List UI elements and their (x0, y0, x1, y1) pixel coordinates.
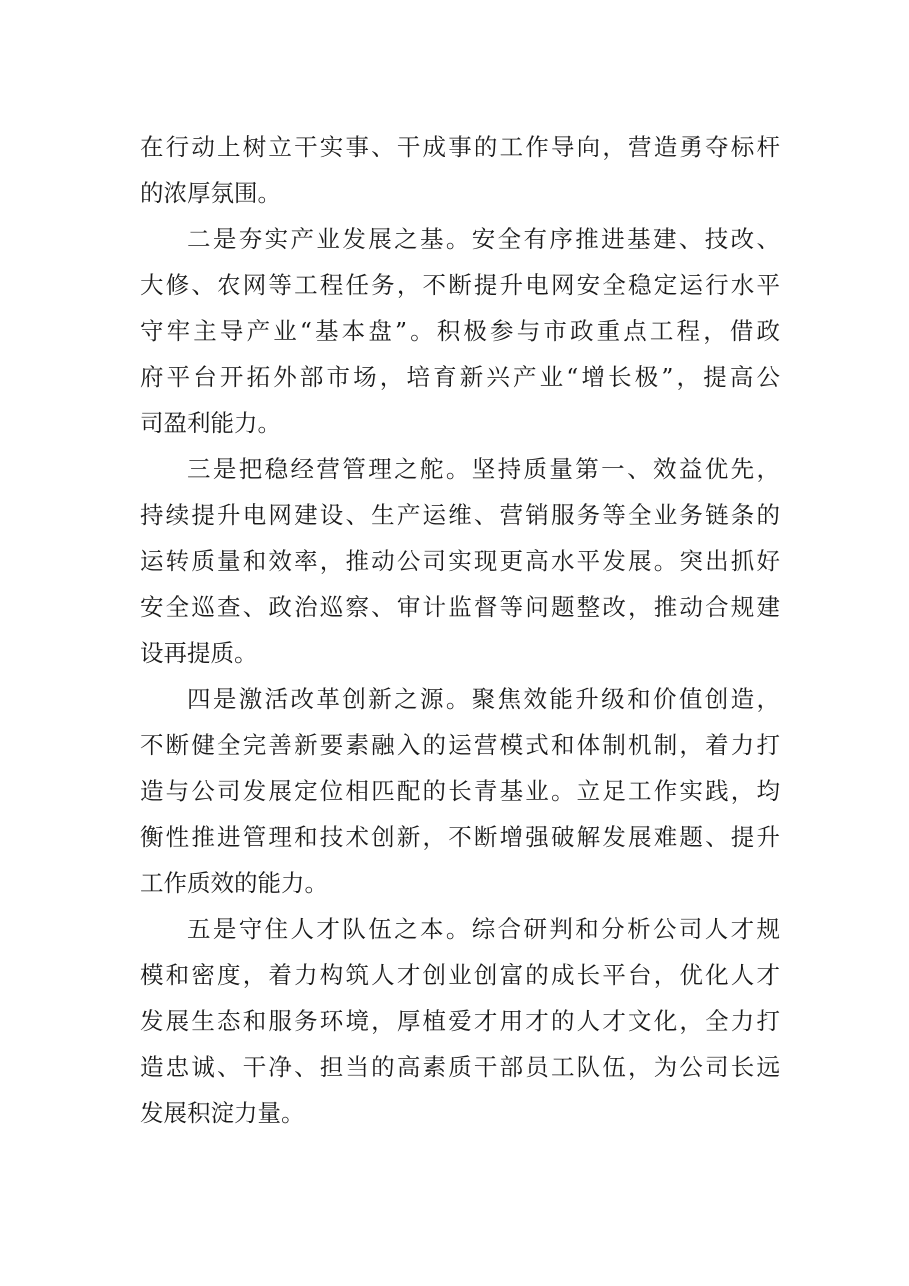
text-line: 安全巡查、政治巡察、审计监督等问题整改，推动合规建 (140, 593, 780, 621)
paragraph-p0 (140, 124, 780, 216)
text-line: 的浓厚氛围。 (140, 179, 281, 207)
text-line: 造忠诚、干净、担当的高素质干部员工队伍，为公司长远 (140, 1053, 780, 1081)
text-line: 大修、农网等工程任务，不断提升电网安全稳定运行水平 (140, 271, 780, 299)
text-line: 府平台开拓外部市场，培育新兴产业“增长极”，提高公 (140, 363, 780, 391)
text-line: 设再提质。 (140, 639, 258, 667)
text-line: 在行动上树立干实事、干成事的工作导向，营造勇夺标杆 (140, 133, 780, 161)
text-line: 不断健全完善新要素融入的运营模式和体制机制，着力打 (140, 731, 780, 759)
text-line: 衡性推进管理和技术创新，不断增强破解发展难题、提升 (140, 823, 780, 851)
text-line: 工作质效的能力。 (140, 869, 328, 897)
text-line: 守牢主导产业“基本盘”。积极参与市政重点工程，借政 (140, 317, 780, 345)
text-line: 三是把稳经营管理之舵。坚持质量第一、效益优先， (187, 455, 780, 483)
text-line: 五是守住人才队伍之本。综合研判和分析公司人才规 (187, 915, 780, 943)
text-line: 造与公司发展定位相匹配的长青基业。立足工作实践，均 (140, 777, 780, 805)
text-line: 发展生态和服务环境，厚植爱才用才的人才文化，全力打 (140, 1007, 780, 1035)
paragraph-p2 (140, 446, 780, 676)
text-line: 二是夯实产业发展之基。安全有序推进基建、技改、 (187, 225, 780, 253)
text-line: 司盈利能力。 (140, 409, 281, 437)
paragraph-p3 (140, 676, 780, 906)
text-line: 模和密度，着力构筑人才创业创富的成长平台，优化人才 (140, 961, 780, 989)
document-body (140, 124, 780, 1136)
paragraph-p1 (140, 216, 780, 446)
text-line: 发展积淀力量。 (140, 1099, 305, 1127)
paragraph-p4 (140, 906, 780, 1136)
text-line: 四是激活改革创新之源。聚焦效能升级和价值创造， (187, 685, 780, 713)
text-line: 运转质量和效率，推动公司实现更高水平发展。突出抓好 (140, 547, 780, 575)
text-line: 持续提升电网建设、生产运维、营销服务等全业务链条的 (140, 501, 780, 529)
